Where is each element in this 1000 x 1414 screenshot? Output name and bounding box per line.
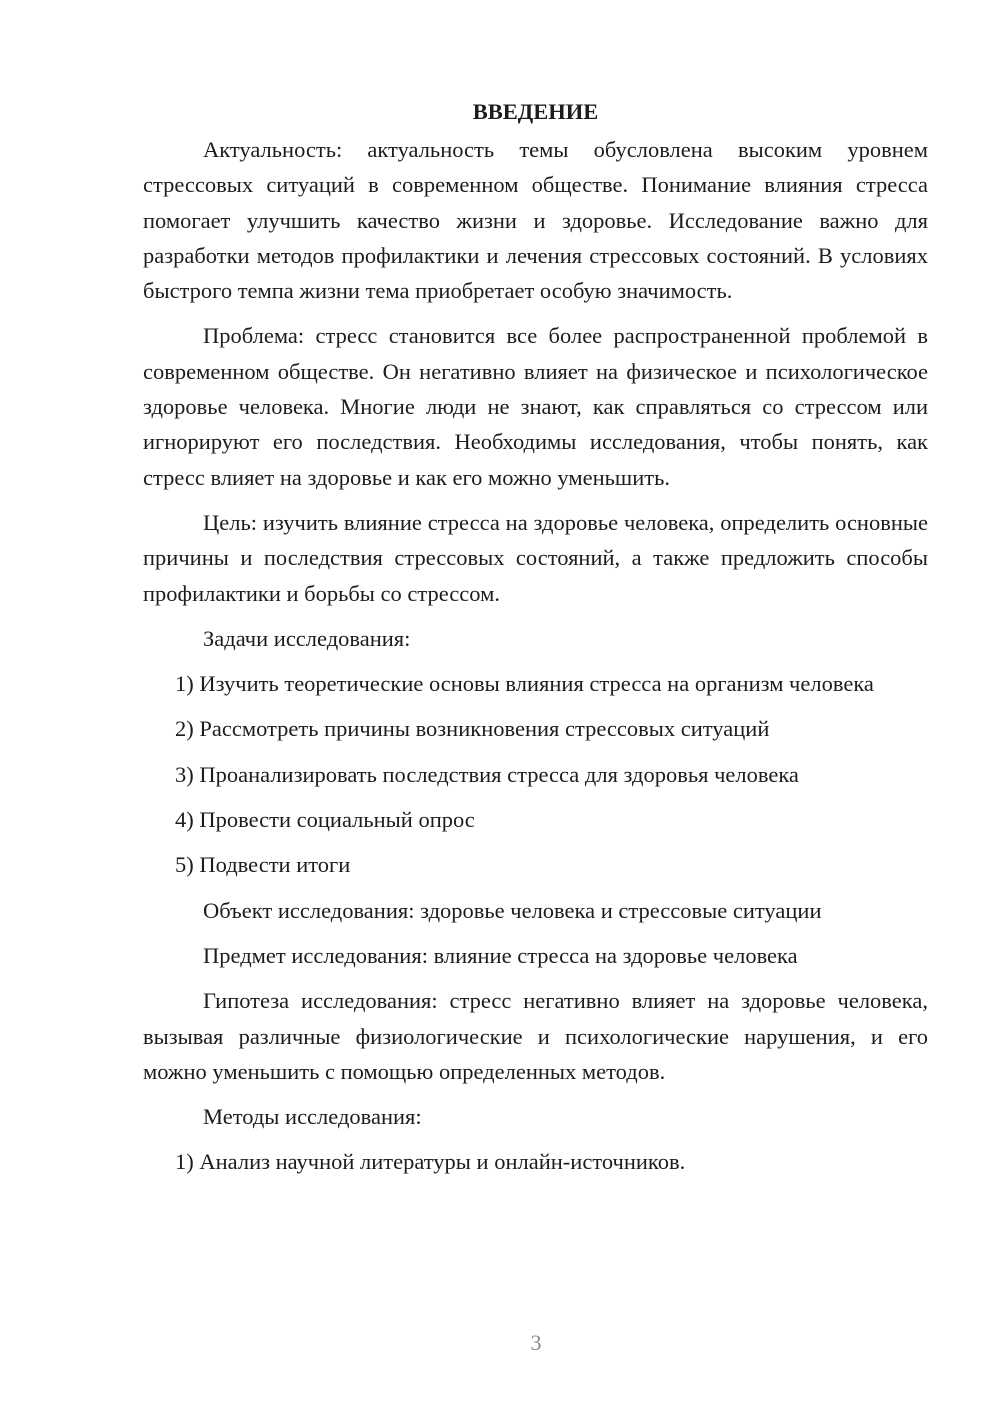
goal-paragraph: Цель: изучить влияние стресса на здоровье человека, определить основные причины и последствия стрессовых состояний, а также предложить способы профилактики и борьбы со стрессом. [143,509,928,606]
hypothesis-paragraph: Гипотеза исследования: стресс негативно влияет на здоровье человека, вызывая различные физиологические и психологические нарушения, и его можно уменьшить с помощью определенных методов. [143,988,928,1084]
research-subject: Предмет исследования: влияние стресса на здоровье человека [203,942,798,968]
research-object: Объект исследования: здоровье человека и стрессовые ситуации [203,897,822,923]
task-item-1: 1) Изучить теоретические основы влияния стресса на организм человека [175,671,874,697]
task-item-5: 5) Подвести итоги [175,852,351,878]
problem-paragraph: Проблема: стресс становится все более распространенной проблемой в современном обществе. Он негативно влияет на физическое и психологическое здоровье человека. Многие люди не знают, как справляться со стрессом или игнорируют его последствия. Необходимы исследования, чтобы понять, как стресс влияет на здоровье и как его можно уменьшить. [143,323,928,490]
page-number: 3 [530,1330,542,1355]
section-title: ВВЕДЕНИЕ [472,99,599,124]
document-page [143,94,928,1190]
task-item-2: 2) Рассмотреть причины возникновения стрессовых ситуаций [175,716,770,742]
task-item-3: 3) Проанализировать последствия стресса для здоровья человека [175,761,799,787]
task-item-4: 4) Провести социальный опрос [175,807,475,833]
tasks-heading: Задачи исследования: [203,625,411,651]
method-item-1: 1) Анализ научной литературы и онлайн-источников. [175,1149,686,1175]
methods-heading: Методы исследования: [203,1104,422,1130]
relevance-paragraph: Актуальность: актуальность темы обусловлена высоким уровнем стрессовых ситуаций в современном обществе. Понимание влияния стресса помогает улучшить качество жизни и здоровье. Исследование важно для разработки методов профилактики и лечения стрессовых состояний. В условиях быстрого темпа жизни тема приобретает особую значимость. [143,137,928,304]
